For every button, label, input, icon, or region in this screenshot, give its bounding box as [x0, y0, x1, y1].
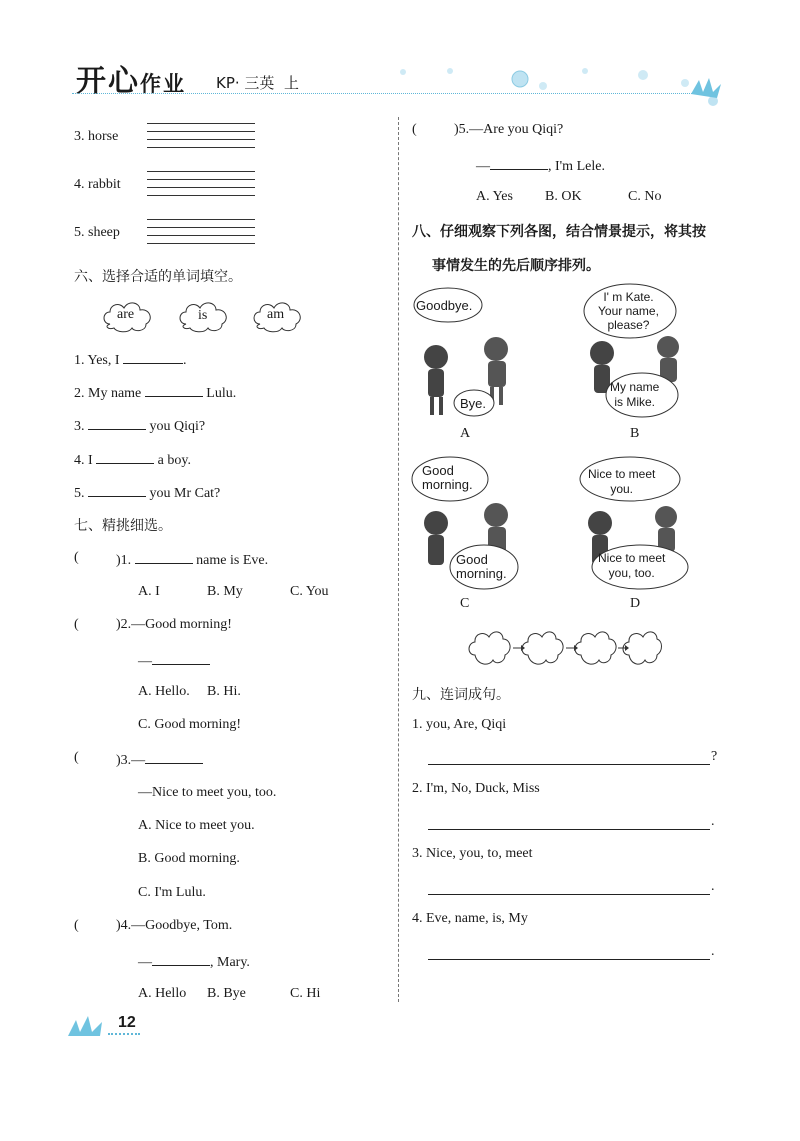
reorder-end-1: ? [711, 749, 718, 764]
mc-q5-option-c[interactable]: C. No [628, 189, 662, 204]
pic-a-bubble2: Bye. [460, 396, 487, 411]
answer-blank[interactable] [490, 156, 548, 170]
mc-q3: )3.— [116, 750, 203, 769]
section8-title-line1: 八、仔细观察下列各图，结合情景提示，将其按 [412, 224, 706, 240]
pic-c-label: C [460, 596, 470, 611]
pic-b-label: B [630, 426, 640, 441]
mc-q3-option-a[interactable]: A. Nice to meet you. [138, 818, 255, 833]
mc-q3-stem: —Nice to meet you, too. [138, 785, 277, 800]
column-divider [398, 117, 399, 1002]
mc-q3-option-c[interactable]: C. I'm Lulu. [138, 885, 206, 900]
answer-blank[interactable] [88, 483, 146, 497]
answer-blank[interactable] [88, 416, 146, 430]
mc-q3-option-b[interactable]: B. Good morning. [138, 851, 240, 866]
series-text: KP· 三英 [216, 74, 275, 92]
mc-q4-response: — , Mary. [138, 952, 250, 971]
mc-q2-option-a[interactable]: A. Hello. [138, 684, 190, 699]
section8-title-line2: 事情发生的先后顺序排列。 [432, 258, 600, 274]
pic-c-bubble1: Good morning. [422, 463, 473, 492]
mc-q5-option-a[interactable]: A. Yes [476, 189, 513, 204]
copy-word-horse: 3. horse [74, 129, 119, 144]
reorder-end-2: . [711, 814, 715, 829]
reorder-words-1: 1. you, Are, Qiqi [412, 717, 507, 732]
pic-d-bubble1: Nice to meet you. [588, 467, 656, 496]
fill-item-3: 3. you Qiqi? [74, 416, 205, 435]
mc-q3-paren[interactable]: ( [74, 750, 79, 765]
mc-q1-option-c[interactable]: C. You [290, 584, 329, 599]
mc-q2-paren[interactable]: ( [74, 617, 79, 632]
mc-q2-option-c[interactable]: C. Good morning! [138, 717, 242, 732]
pic-c-bubble2: Good morning. [456, 552, 507, 581]
mc-q1-option-a[interactable]: A. I [138, 584, 160, 599]
reorder-answer-line-1[interactable] [428, 764, 710, 765]
fill-item-2: 2. My name Lulu. [74, 383, 236, 402]
answer-blank[interactable] [145, 750, 203, 764]
reorder-words-4: 4. Eve, name, is, My [412, 911, 528, 926]
mc-q2-option-b[interactable]: B. Hi. [207, 684, 241, 699]
copy-word-rabbit: 4. rabbit [74, 177, 121, 192]
girl-figure [424, 345, 448, 415]
volume-text: 上 [283, 74, 299, 92]
mc-q1: )1. name is Eve. [116, 550, 268, 569]
header-bubbles-decoration [395, 62, 725, 108]
reorder-words-2: 2. I'm, No, Duck, Miss [412, 781, 540, 796]
word-is: is [198, 308, 208, 323]
reorder-answer-line-4[interactable] [428, 959, 710, 960]
answer-blank[interactable] [145, 383, 203, 397]
pic-a-label: A [460, 426, 471, 441]
fill-item-1: 1. Yes, I . [74, 350, 187, 369]
copy-word-sheep: 5. sheep [74, 225, 120, 240]
mc-q1-paren[interactable]: ( [74, 550, 79, 565]
order-answer-clouds[interactable] [465, 627, 665, 669]
mc-q5-paren[interactable]: ( [412, 122, 417, 137]
reorder-words-3: 3. Nice, you, to, meet [412, 846, 533, 861]
pic-b-bubble2: My name is Mike. [610, 380, 660, 409]
mc-q4-option-a[interactable]: A. Hello [138, 986, 187, 1001]
mc-q5: )5.—Are you Qiqi? [454, 122, 564, 137]
section7-title: 七、精挑细选。 [74, 518, 172, 534]
fill-item-4: 4. I a boy. [74, 450, 191, 469]
word-are: are [117, 307, 135, 322]
pic-d-label: D [630, 596, 641, 611]
mc-q4-paren[interactable]: ( [74, 918, 79, 933]
answer-blank[interactable] [152, 651, 210, 665]
reorder-end-4: . [711, 944, 715, 959]
mc-q4-option-b[interactable]: B. Bye [207, 986, 246, 1001]
answer-blank[interactable] [96, 450, 154, 464]
series-label [216, 72, 299, 93]
logo-big-text: 开心 [76, 64, 140, 99]
reorder-end-3: . [711, 879, 715, 894]
reorder-answer-line-3[interactable] [428, 894, 710, 895]
fill-item-5: 5. you Mr Cat? [74, 483, 220, 502]
pic-b-bubble1: I' m Kate. Your name, please? [598, 290, 659, 332]
mc-q1-option-b[interactable]: B. My [207, 584, 243, 599]
mc-q5-option-b[interactable]: B. OK [545, 189, 582, 204]
answer-blank[interactable] [123, 350, 183, 364]
section6-title: 六、选择合适的单词填空。 [74, 269, 242, 285]
page-number-dots [108, 1033, 140, 1035]
logo-small-text: 作业 [140, 72, 186, 96]
mc-q2: )2.—Good morning! [116, 617, 232, 632]
reorder-answer-line-2[interactable] [428, 829, 710, 830]
mc-q4: )4.—Goodbye, Tom. [116, 918, 233, 933]
mc-q2-response: — [138, 651, 210, 670]
word-am: am [267, 307, 285, 322]
answer-blank[interactable] [135, 550, 193, 564]
pic-d-bubble2: Nice to meet you, too. [598, 551, 666, 580]
mc-q5-response: — , I'm Lele. [476, 156, 605, 175]
section9-title: 九、连词成句。 [412, 687, 510, 703]
page-number: 12 [118, 1014, 136, 1031]
answer-blank[interactable] [152, 952, 210, 966]
pic-a-bubble1: Goodbye. [416, 298, 473, 313]
mc-q4-option-c[interactable]: C. Hi [290, 986, 321, 1001]
